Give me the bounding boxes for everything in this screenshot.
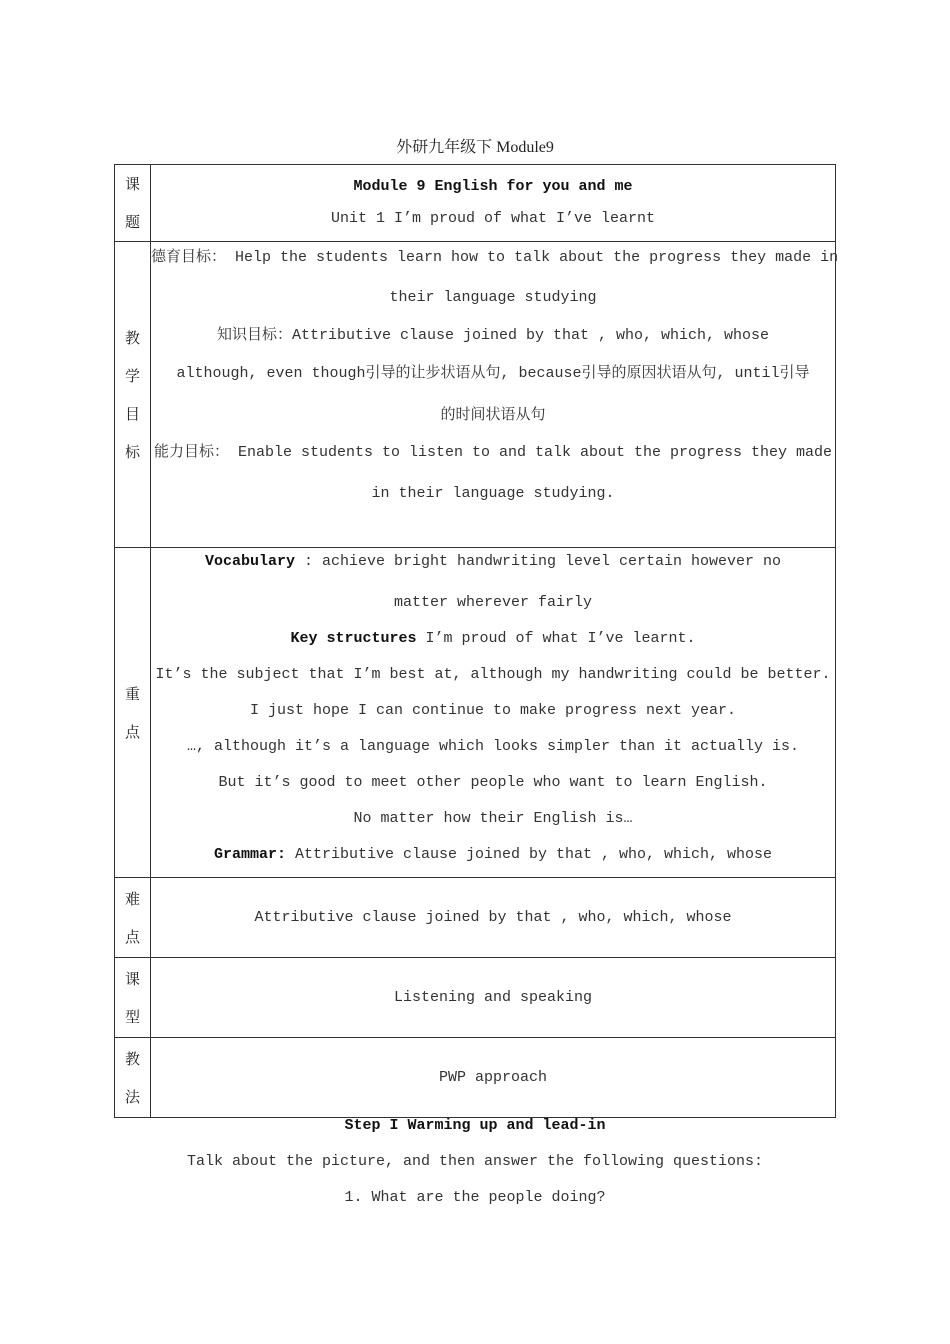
lesson-type-row <box>115 958 836 1038</box>
key-sentence: I just hope I can continue to make progress next year. <box>249 702 737 719</box>
topic-row <box>115 165 836 242</box>
knowledge-objective: 知识目标：Attributive clause joined by that , who, which, whose <box>216 325 770 344</box>
method-label: 教 法 <box>115 1038 151 1118</box>
topic-label: 课 题 <box>115 165 151 242</box>
ability-objective-cont: in their language studying. <box>371 485 615 502</box>
key-points-cell <box>151 548 836 878</box>
difficulties-label: 难 点 <box>115 878 151 958</box>
knowledge-objective-line3: 的时间状语从句 <box>440 405 546 423</box>
moral-objective-cont: their language studying <box>389 289 597 306</box>
question-1: 1. What are the people doing? <box>344 1189 606 1206</box>
method-row <box>115 1038 836 1118</box>
key-sentence: …, although it’s a language which looks simpler than it actually is. <box>186 738 800 755</box>
grammar-line: Grammar: Attributive clause joined by that , who, which, whose <box>213 846 773 863</box>
unit-title: Unit 1 I’m proud of what I’ve learnt <box>330 210 656 227</box>
objectives-row <box>115 242 836 548</box>
lesson-plan-table <box>114 164 839 1118</box>
knowledge-objective-line2: although, even though引导的让步状语从句, because引导的原因状语从句, until引导 <box>176 363 810 382</box>
key-sentence: No matter how their English is… <box>353 810 633 827</box>
difficulties-row <box>115 878 836 958</box>
moral-objective: 德育目标： Help the students learn how to talk about the progress they made in <box>151 247 839 266</box>
key-sentence: But it’s good to meet other people who want to learn English. <box>218 774 768 791</box>
key-sentence: It’s the subject that I’m best at, although my handwriting could be better. <box>155 666 831 683</box>
objectives-label: 教 学 目 标 <box>115 242 151 548</box>
difficulties-cell: Attributive clause joined by that , who, which, whose <box>151 878 836 958</box>
key-structures-line: Key structures I’m proud of what I’ve learnt. <box>290 630 696 647</box>
key-points-label: 重 点 <box>115 548 151 878</box>
topic-cell <box>151 165 836 242</box>
objectives-cell <box>151 242 839 548</box>
ability-objective: 能力目标： Enable students to listen to and talk about the progress they made <box>153 442 833 461</box>
key-points-row <box>115 548 836 878</box>
method-cell: PWP approach <box>151 1038 836 1118</box>
vocabulary-line: Vocabulary : achieve bright handwriting level certain however no <box>204 553 782 570</box>
vocabulary-line2: matter wherever fairly <box>393 594 593 611</box>
document-title: 外研九年级下 Module9 <box>396 139 554 156</box>
step1-title: Step I Warming up and lead-in <box>344 1117 606 1134</box>
lesson-type-cell: Listening and speaking <box>151 958 836 1038</box>
step1-intro: Talk about the picture, and then answer the following questions: <box>186 1153 764 1170</box>
module-title: Module 9 English for you and me <box>353 178 633 195</box>
lesson-type-label: 课 型 <box>115 958 151 1038</box>
